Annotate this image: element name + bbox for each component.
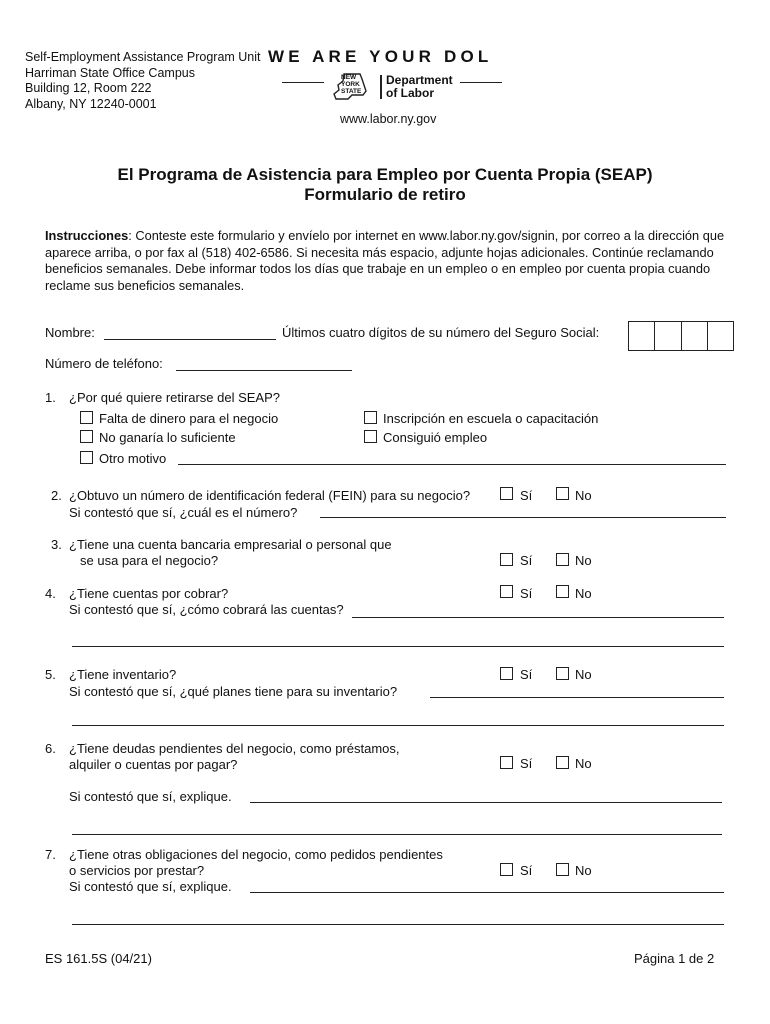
- q1-checkbox-school[interactable]: [364, 411, 377, 424]
- instructions-label: Instrucciones: [45, 228, 129, 243]
- q4-no-checkbox[interactable]: [556, 585, 569, 598]
- q6-answer-field[interactable]: [250, 802, 722, 803]
- question-number: 3.: [51, 537, 62, 552]
- q6-yes-checkbox[interactable]: [500, 756, 513, 769]
- ssn-last-four-boxes[interactable]: [628, 321, 734, 351]
- department-line: of Labor: [386, 85, 434, 100]
- logo-divider: [380, 75, 382, 99]
- q7-yes-checkbox[interactable]: [500, 863, 513, 876]
- no-label: No: [575, 488, 592, 503]
- q3-no-checkbox[interactable]: [556, 553, 569, 566]
- address-line: Self-Employment Assistance Program Unit: [25, 50, 261, 64]
- q5-no-checkbox[interactable]: [556, 667, 569, 680]
- question-number: 2.: [51, 488, 62, 503]
- q1-checkbox-other[interactable]: [80, 451, 93, 464]
- instructions-text: : Conteste este formulario y envíelo por internet en www.labor.ny.gov/signin, por correo a la dirección que aparece arriba, o por fax al (518) 402-6586. Si necesita más espacio, adjunte hojas adicionales. Continúe reclamando beneficios semanales. Debe informar todos los días que trabaje en un empleo o en empleo por cuenta propia cuando reclame sus beneficios semanales.: [45, 228, 725, 293]
- name-field[interactable]: [104, 339, 276, 340]
- q7-no-checkbox[interactable]: [556, 863, 569, 876]
- department-name: [386, 74, 453, 99]
- q3-text-line2: se usa para el negocio?: [80, 553, 219, 568]
- q7-follow: Si contestó que sí, explique.: [69, 879, 232, 894]
- q7-answer-field[interactable]: [250, 892, 724, 893]
- q4-text: ¿Tiene cuentas por cobrar?: [69, 586, 229, 601]
- page-number: Página 1 de 2: [634, 951, 715, 966]
- name-label: Nombre:: [45, 325, 95, 340]
- no-label: No: [575, 553, 592, 568]
- q7-answer-field-extra[interactable]: [72, 924, 724, 925]
- q5-text: ¿Tiene inventario?: [69, 667, 177, 682]
- question-number: 1.: [45, 390, 56, 405]
- state-logo-word: YORK: [341, 81, 360, 88]
- yes-label: Sí: [520, 863, 533, 878]
- q3-text-line1: ¿Tiene una cuenta bancaria empresarial o personal que: [69, 537, 392, 552]
- q1-option-label: Inscripción en escuela o capacitación: [383, 411, 599, 426]
- department-line: Department: [386, 73, 453, 87]
- no-label: No: [575, 756, 592, 771]
- ssn-digit-box[interactable]: [708, 322, 733, 350]
- ssn-digit-box[interactable]: [682, 322, 708, 350]
- ssn-digit-box[interactable]: [655, 322, 681, 350]
- phone-label: Número de teléfono:: [45, 356, 163, 371]
- q6-no-checkbox[interactable]: [556, 756, 569, 769]
- q1-other-field[interactable]: [178, 464, 726, 465]
- yes-label: Sí: [520, 488, 533, 503]
- form-id: ES 161.5S (04/21): [45, 951, 152, 966]
- q4-answer-field[interactable]: [352, 617, 724, 618]
- form-title: El Programa de Asistencia para Empleo por Cuenta Propia (SEAP): [117, 165, 653, 184]
- no-label: No: [575, 586, 592, 601]
- state-logo-word: STATE: [341, 88, 362, 95]
- return-address: [25, 50, 261, 112]
- question-number: 7.: [45, 847, 56, 862]
- q7-text-line1: ¿Tiene otras obligaciones del negocio, como pedidos pendientes: [69, 847, 443, 862]
- q4-follow: Si contestó que sí, ¿cómo cobrará las cuentas?: [69, 602, 344, 617]
- form-subtitle: Formulario de retiro: [304, 185, 466, 204]
- q5-follow: Si contestó que sí, ¿qué planes tiene para su inventario?: [69, 684, 398, 699]
- q1-checkbox-no-money[interactable]: [80, 411, 93, 424]
- q3-yes-checkbox[interactable]: [500, 553, 513, 566]
- address-line: Building 12, Room 222: [25, 81, 152, 95]
- q2-yes-checkbox[interactable]: [500, 487, 513, 500]
- q6-follow: Si contestó que sí, explique.: [69, 789, 232, 804]
- q1-text: ¿Por qué quiere retirarse del SEAP?: [69, 390, 280, 405]
- question-number: 4.: [45, 586, 56, 601]
- q4-yes-checkbox[interactable]: [500, 585, 513, 598]
- q6-text-line1: ¿Tiene deudas pendientes del negocio, como préstamos,: [69, 741, 400, 756]
- q6-text-line2: alquiler o cuentas por pagar?: [69, 757, 238, 772]
- state-logo-text: [341, 74, 361, 95]
- q1-checkbox-job[interactable]: [364, 430, 377, 443]
- yes-label: Sí: [520, 756, 533, 771]
- q5-answer-field-extra[interactable]: [72, 725, 724, 726]
- q1-option-label: Falta de dinero para el negocio: [99, 411, 279, 426]
- q4-answer-field-extra[interactable]: [72, 646, 724, 647]
- q1-option-label: No ganaría lo suficiente: [99, 430, 236, 445]
- q7-text-line2: o servicios por prestar?: [69, 863, 205, 878]
- q2-follow: Si contestó que sí, ¿cuál es el número?: [69, 505, 298, 520]
- question-number: 5.: [45, 667, 56, 682]
- state-logo-word: NEW: [341, 74, 357, 81]
- no-label: No: [575, 863, 592, 878]
- yes-label: Sí: [520, 667, 533, 682]
- no-label: No: [575, 667, 592, 682]
- q6-answer-field-extra[interactable]: [72, 834, 722, 835]
- ssn-label: Últimos cuatro dígitos de su número del Seguro Social:: [282, 325, 600, 340]
- q1-option-label: Otro motivo: [99, 451, 167, 466]
- yes-label: Sí: [520, 553, 533, 568]
- instructions: [45, 228, 735, 294]
- q2-fein-field[interactable]: [320, 517, 726, 518]
- question-number: 6.: [45, 741, 56, 756]
- phone-field[interactable]: [176, 370, 352, 371]
- address-line: Harriman State Office Campus: [25, 65, 195, 80]
- q1-option-label: Consiguió empleo: [383, 430, 488, 445]
- q1-checkbox-not-enough[interactable]: [80, 430, 93, 443]
- address-line: Albany, NY 12240-0001: [25, 96, 157, 111]
- slogan: WE ARE YOUR DOL: [268, 47, 493, 66]
- q2-text: ¿Obtuvo un número de identificación federal (FEIN) para su negocio?: [69, 488, 471, 503]
- logo-rule-left: [282, 82, 324, 83]
- q5-yes-checkbox[interactable]: [500, 667, 513, 680]
- logo-rule-right: [460, 82, 502, 83]
- q2-no-checkbox[interactable]: [556, 487, 569, 500]
- website-link[interactable]: www.labor.ny.gov: [340, 112, 437, 126]
- yes-label: Sí: [520, 586, 533, 601]
- ssn-digit-box[interactable]: [629, 322, 655, 350]
- q5-answer-field[interactable]: [430, 697, 724, 698]
